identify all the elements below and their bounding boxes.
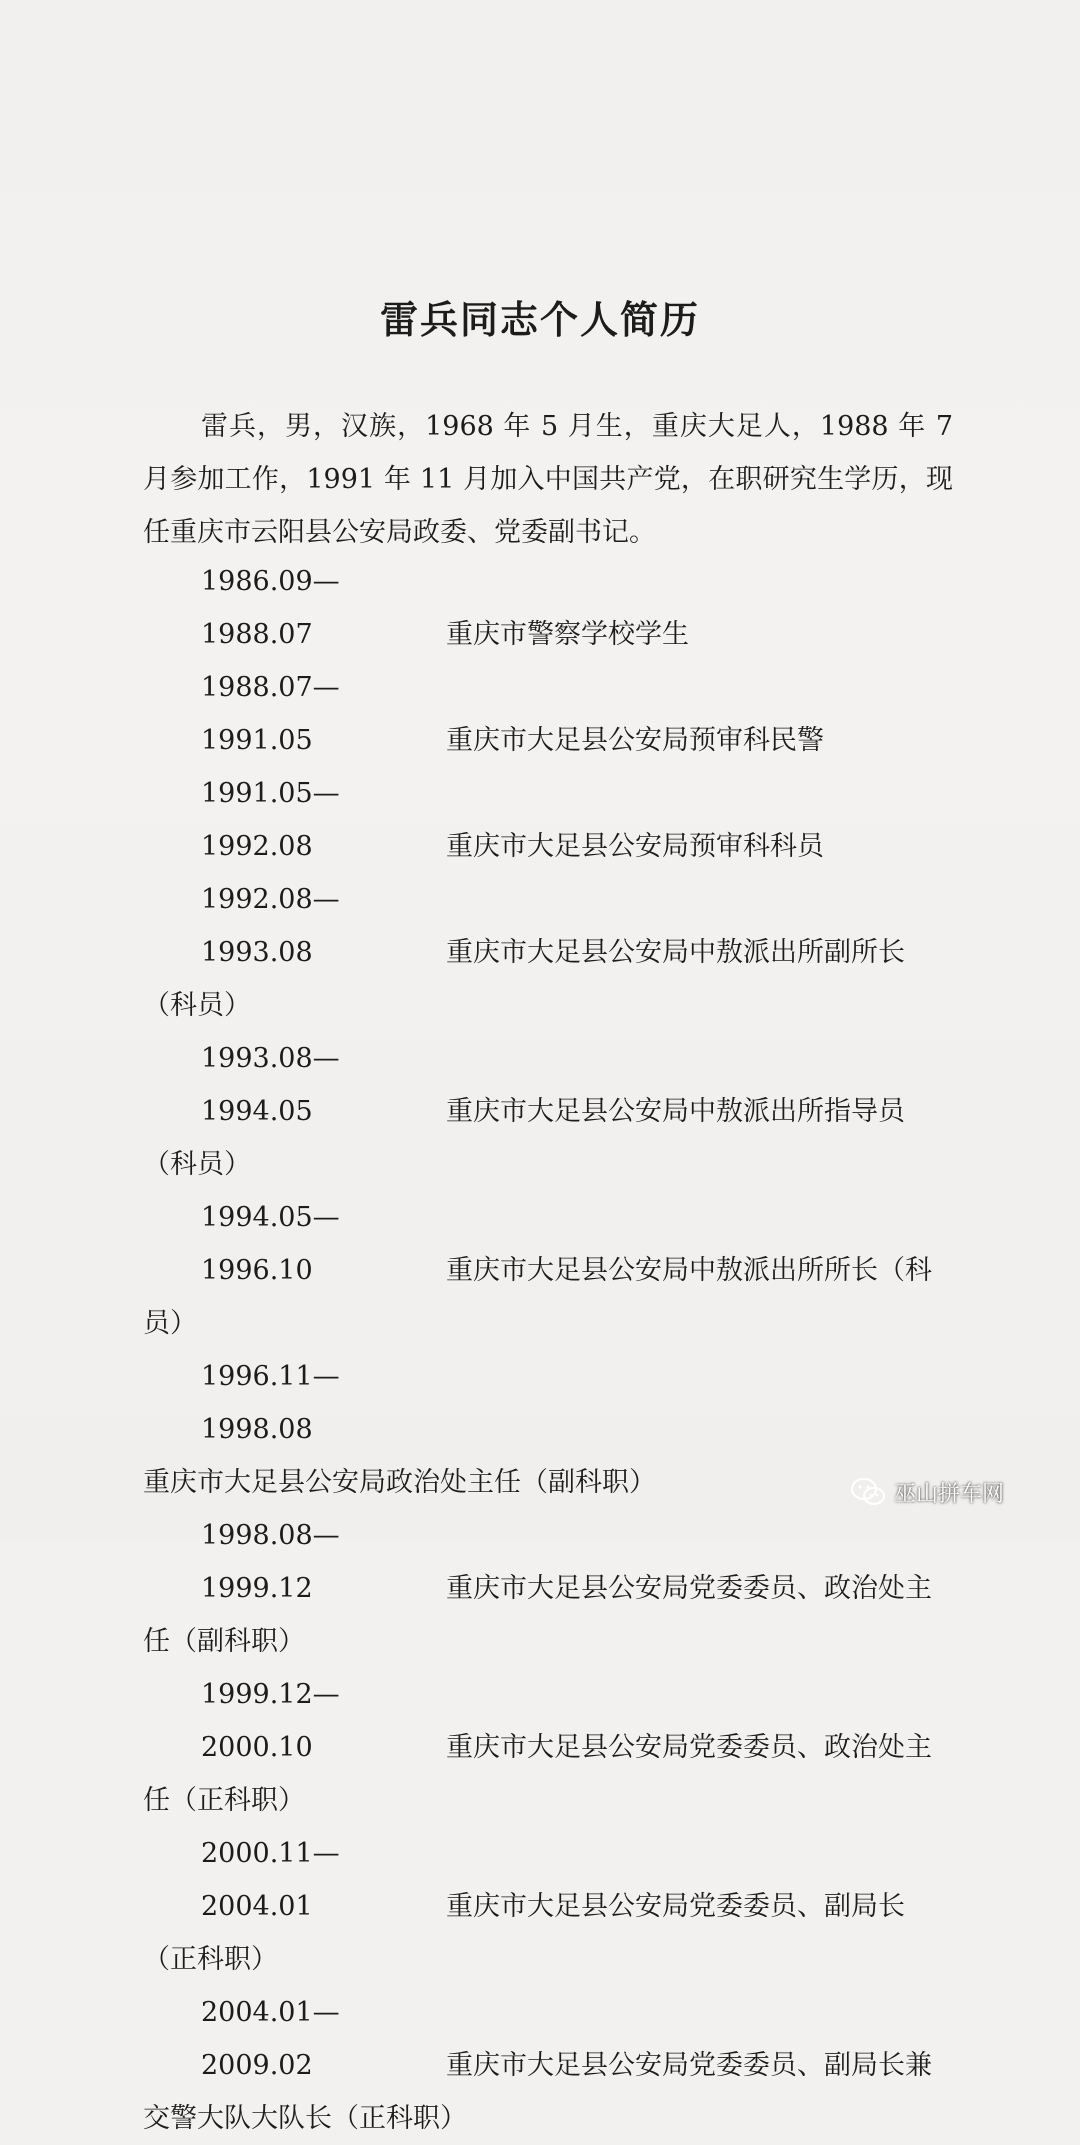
entry-period: 1994.05—1996.10 (201, 1202, 340, 1286)
entry-period: 1986.09—1988.07 (201, 566, 340, 650)
resume-entry (143, 1827, 953, 1986)
resume-entry (143, 555, 953, 661)
entry-period: 1991.05—1992.08 (201, 778, 340, 862)
entry-period: 2000.11—2004.01 (201, 1838, 340, 1922)
document-title: 雷兵同志个人简历 (379, 297, 700, 342)
entry-period: 1999.12—2000.10 (201, 1679, 340, 1763)
resume-entry (143, 1986, 953, 2145)
entry-description: 重庆市大足县公安局中敖派出所副所长（科员） (143, 937, 905, 1021)
entry-description: 重庆市大足县公安局中敖派出所指导员（科员） (143, 1096, 905, 1180)
entry-description: 重庆市大足县公安局预审科科员 (446, 831, 824, 862)
entry-period: 1988.07—1991.05 (201, 672, 340, 756)
entry-period: 1992.08—1993.08 (201, 884, 340, 968)
entry-period: 1998.08—1999.12 (201, 1520, 340, 1604)
entry-description: 重庆市大足县公安局党委委员、副局长兼交警大队大队长（正科职） (143, 2050, 932, 2134)
entry-period: 1996.11—1998.08 (201, 1361, 340, 1445)
resume-entry (143, 1350, 953, 1509)
resume-entry (143, 1032, 953, 1191)
entry-description: 重庆市警察学校学生 (446, 619, 689, 650)
wechat-icon (850, 1477, 886, 1507)
resume-entries (143, 555, 953, 2145)
entry-description: 重庆市大足县公安局党委委员、政治处主任（副科职） (143, 1573, 932, 1657)
resume-entry (143, 1191, 953, 1350)
watermark (850, 1470, 1004, 1514)
entry-period: 1993.08—1994.05 (201, 1043, 340, 1127)
resume-entry (143, 661, 953, 767)
resume-entry (143, 873, 953, 1032)
intro-paragraph: 雷兵，男，汉族，1968 年 5 月生，重庆大足人，1988 年 7 月参加工作，1991 年 11 月加入中国共产党，在职研究生学历，现任重庆市云阳县公安局政委、党委副书记。 (143, 411, 953, 548)
entry-description: 重庆市大足县公安局中敖派出所所长（科员） (143, 1255, 932, 1339)
entry-description: 重庆市大足县公安局党委委员、副局长（正科职） (143, 1891, 905, 1975)
resume-entry (143, 767, 953, 873)
resume-entry (143, 1668, 953, 1827)
entry-period: 2004.01—2009.02 (201, 1997, 340, 2081)
resume-entry (143, 1509, 953, 1668)
entry-description: 重庆市大足县公安局党委委员、政治处主任（正科职） (143, 1732, 932, 1816)
entry-description: 重庆市大足县公安局政治处主任（副科职） (143, 1467, 656, 1498)
entry-description: 重庆市大足县公安局预审科民警 (446, 725, 824, 756)
watermark-text: 巫山拼车网 (894, 1481, 1005, 1507)
